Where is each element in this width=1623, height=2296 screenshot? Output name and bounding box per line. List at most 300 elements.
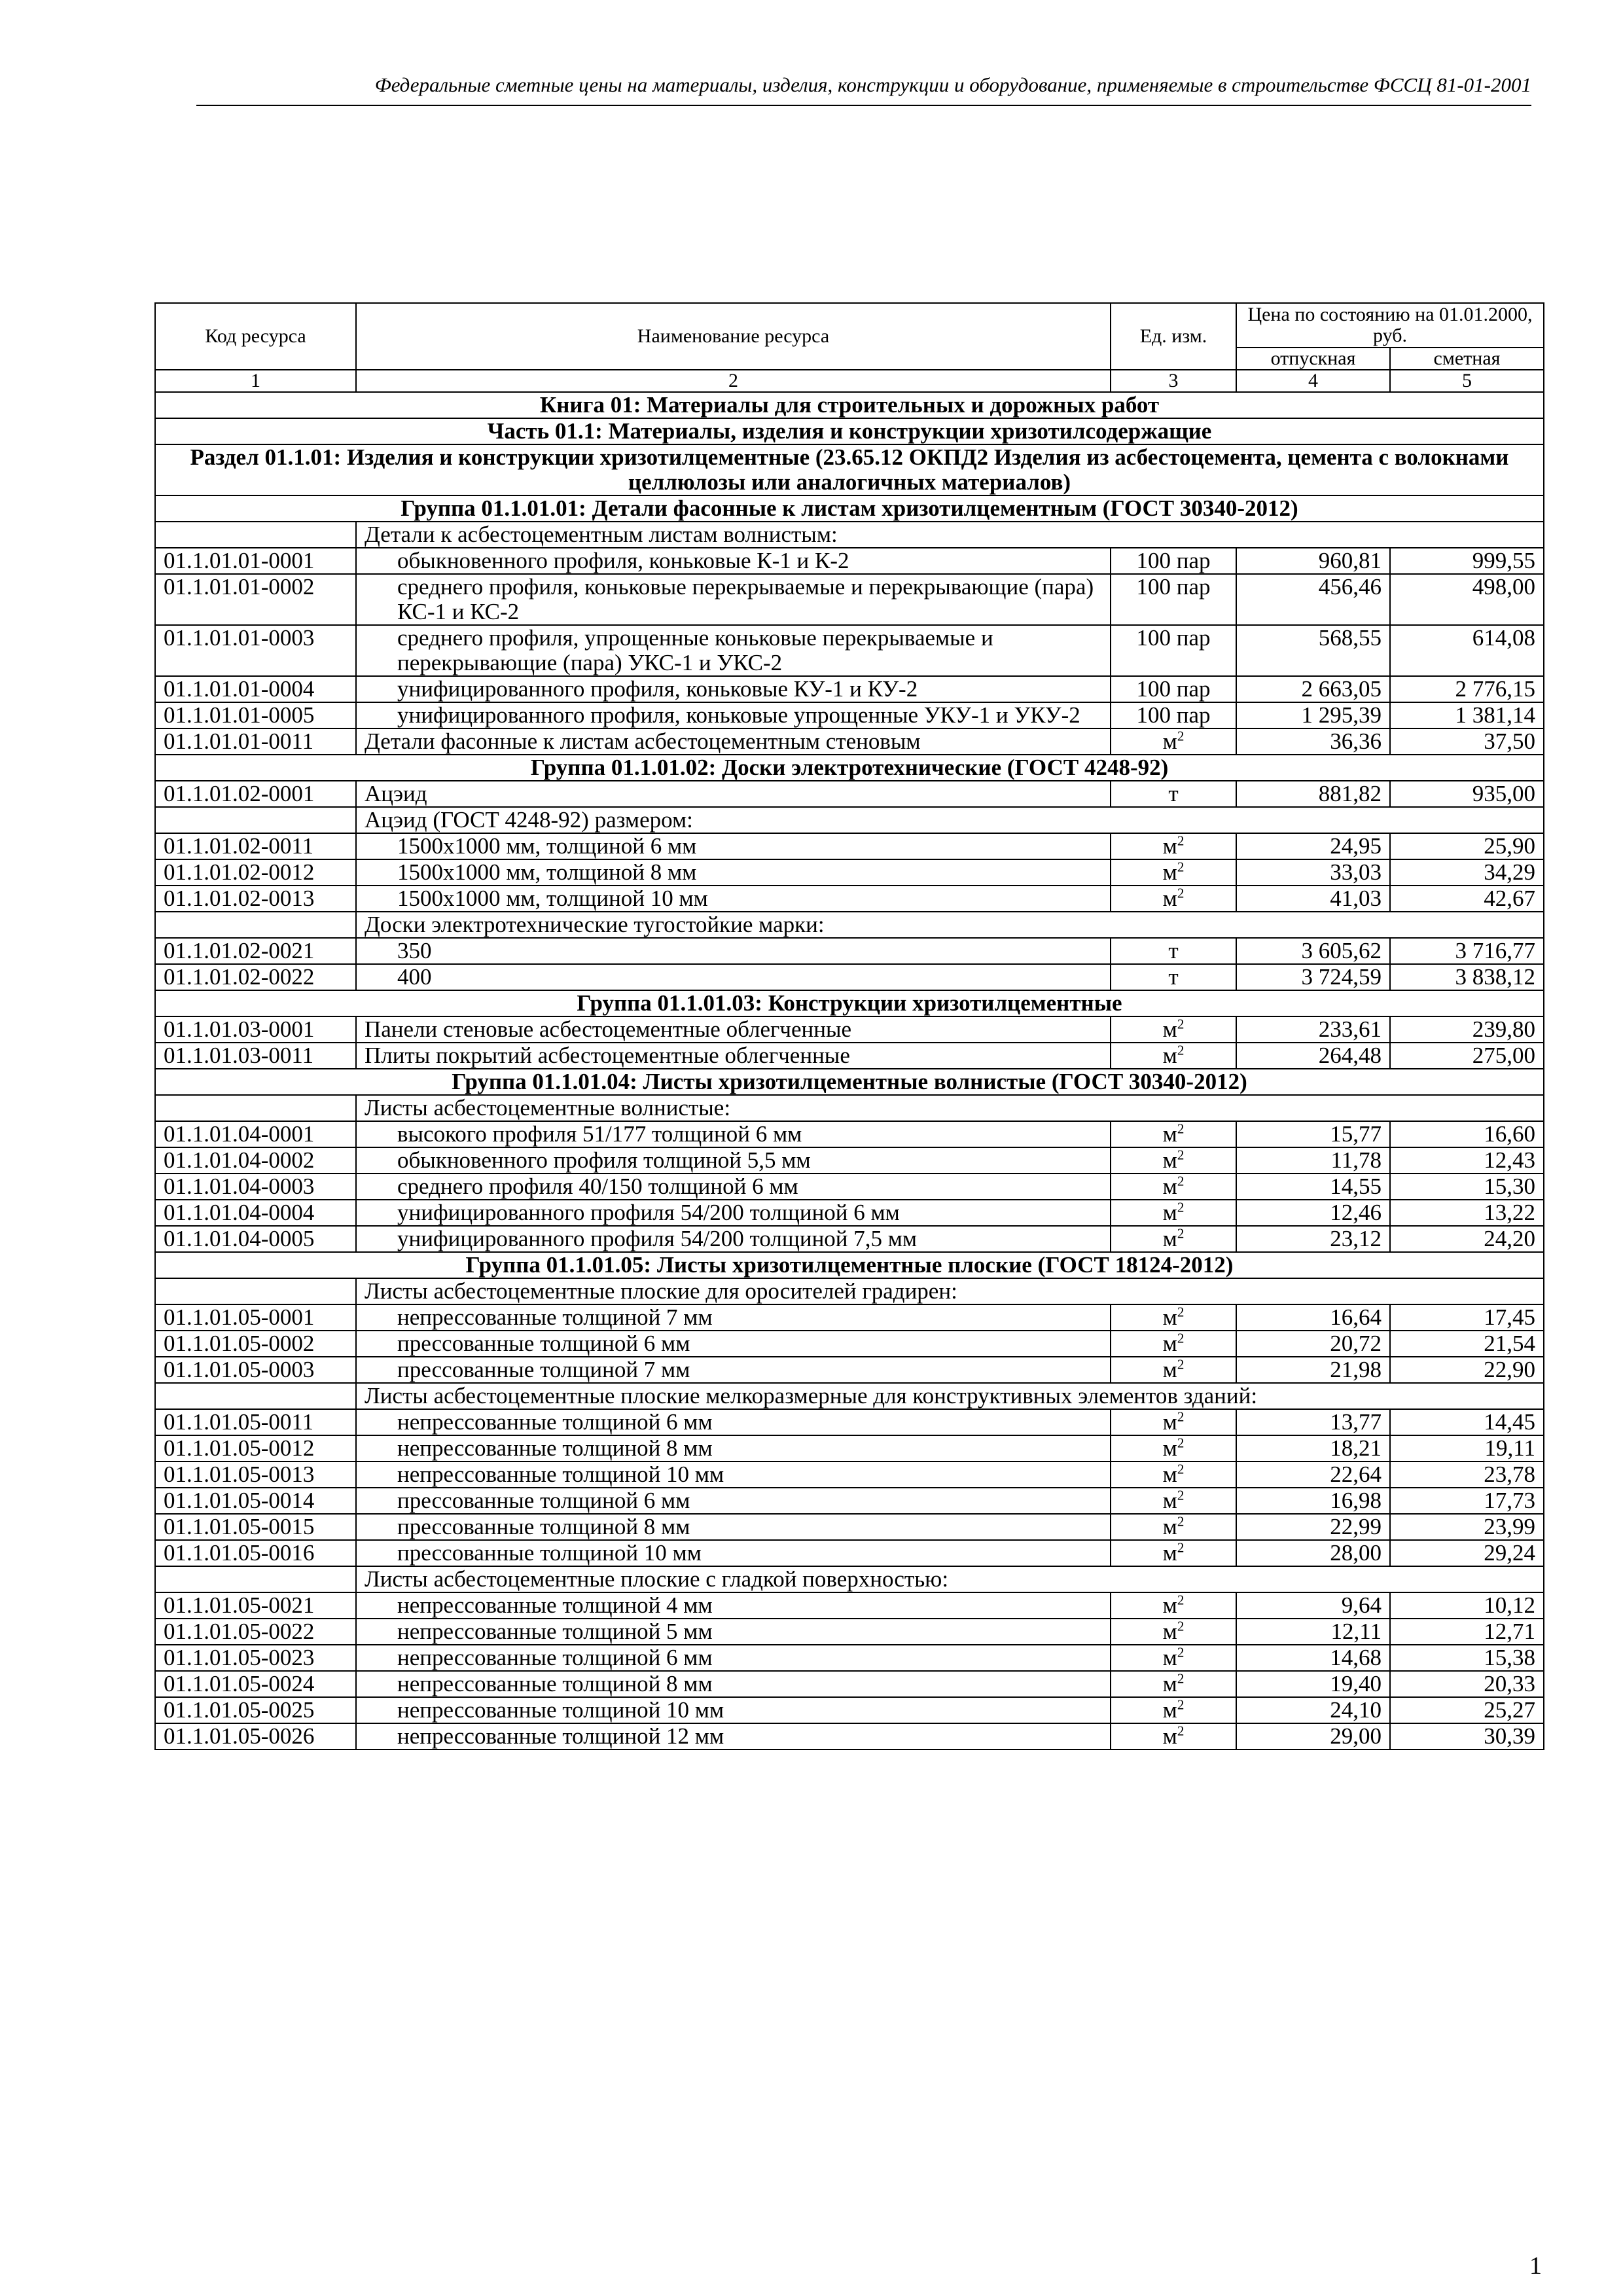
release-price: 16,64: [1236, 1304, 1390, 1331]
resource-code: [155, 1278, 356, 1304]
unit-cell: [1111, 1043, 1236, 1069]
unit-label: м: [1162, 1671, 1177, 1696]
release-price: 568,55: [1236, 625, 1390, 676]
resource-name: среднего профиля 40/150 толщиной 6 мм: [356, 1174, 1111, 1200]
table-row: [155, 781, 1544, 807]
unit-label: м: [1162, 833, 1177, 859]
resource-code: 01.1.01.05-0012: [155, 1435, 356, 1462]
release-price: 18,21: [1236, 1435, 1390, 1462]
resource-name: среднего профиля, коньковые перекрываемые и перекрывающие (пара) КС-1 и КС-2: [356, 574, 1111, 625]
unit-exponent: 2: [1177, 1304, 1185, 1320]
resource-name: непрессованные толщиной 10 мм: [356, 1697, 1111, 1723]
unit-label: 100 пар: [1136, 574, 1211, 600]
estimate-price: 21,54: [1390, 1331, 1544, 1357]
release-price: 13,77: [1236, 1409, 1390, 1435]
release-price: 456,46: [1236, 574, 1390, 625]
table-row: [155, 1174, 1544, 1200]
estimate-price: 15,38: [1390, 1645, 1544, 1671]
resource-code: [155, 1095, 356, 1121]
release-price: 22,99: [1236, 1514, 1390, 1540]
estimate-price: 999,55: [1390, 548, 1544, 574]
book-title: Книга 01: Материалы для строительных и дорожных работ: [155, 392, 1544, 418]
unit-exponent: 2: [1177, 1723, 1185, 1739]
unit-exponent: 2: [1177, 1670, 1185, 1687]
header-col-number: 3: [1111, 370, 1236, 392]
unit-label: м: [1162, 1514, 1177, 1539]
table-row: [155, 1514, 1544, 1540]
unit-cell: [1111, 625, 1236, 676]
resource-code: 01.1.01.05-0021: [155, 1592, 356, 1619]
table-header: [155, 303, 1544, 392]
group-title: Группа 01.1.01.03: Конструкции хризотилцементные: [155, 990, 1544, 1016]
release-price: 1 295,39: [1236, 702, 1390, 728]
estimate-price: 25,90: [1390, 833, 1544, 859]
table-row: [155, 1357, 1544, 1383]
page-number: 1: [1529, 2252, 1542, 2280]
unit-cell: [1111, 1016, 1236, 1043]
resource-code: 01.1.01.02-0011: [155, 833, 356, 859]
resource-name: Детали фасонные к листам асбестоцементным стеновым: [356, 728, 1111, 755]
resource-name: высокого профиля 51/177 толщиной 6 мм: [356, 1121, 1111, 1147]
resource-code: 01.1.01.02-0012: [155, 859, 356, 886]
unit-exponent: 2: [1177, 1121, 1185, 1137]
unit-label: м: [1162, 1488, 1177, 1513]
unit-cell: [1111, 1409, 1236, 1435]
estimate-price: 24,20: [1390, 1226, 1544, 1252]
unit-exponent: 2: [1177, 1435, 1185, 1451]
subheading-row: [155, 1278, 1544, 1304]
table-row: [155, 833, 1544, 859]
resource-code: 01.1.01.05-0003: [155, 1357, 356, 1383]
release-price: 23,12: [1236, 1226, 1390, 1252]
resource-code: [155, 522, 356, 548]
release-price: 36,36: [1236, 728, 1390, 755]
unit-exponent: 2: [1177, 1173, 1185, 1189]
resource-name: прессованные толщиной 7 мм: [356, 1357, 1111, 1383]
header-rule: [196, 105, 1531, 106]
header-code: Код ресурса: [155, 303, 356, 370]
table-row: [155, 1304, 1544, 1331]
resource-code: 01.1.01.01-0004: [155, 676, 356, 702]
table-row: [155, 886, 1544, 912]
running-header: Федеральные сметные цены на материалы, изделия, конструкции и оборудование, применяемые в строительстве ФССЦ 81-01-2001: [374, 73, 1531, 96]
unit-label: м: [1162, 859, 1177, 885]
resource-code: 01.1.01.04-0002: [155, 1147, 356, 1174]
header-name: Наименование ресурса: [356, 303, 1111, 370]
estimate-price: 25,27: [1390, 1697, 1544, 1723]
unit-cell: [1111, 1488, 1236, 1514]
resource-code: 01.1.01.05-0011: [155, 1409, 356, 1435]
release-price: 24,95: [1236, 833, 1390, 859]
table-row: [155, 938, 1544, 964]
unit-cell: [1111, 1357, 1236, 1383]
unit-cell: [1111, 1697, 1236, 1723]
unit-cell: [1111, 1435, 1236, 1462]
unit-cell: [1111, 574, 1236, 625]
unit-cell: [1111, 548, 1236, 574]
subheading-row: [155, 912, 1544, 938]
resource-name: унифицированного профиля 54/200 толщиной 6 мм: [356, 1200, 1111, 1226]
resource-name: прессованные толщиной 8 мм: [356, 1514, 1111, 1540]
estimate-price: 17,45: [1390, 1304, 1544, 1331]
unit-cell: [1111, 1331, 1236, 1357]
group-title-row: [155, 755, 1544, 781]
table-row: [155, 1697, 1544, 1723]
estimate-price: 239,80: [1390, 1016, 1544, 1043]
unit-exponent: 2: [1177, 1644, 1185, 1660]
estimate-price: 15,30: [1390, 1174, 1544, 1200]
unit-label: м: [1162, 1592, 1177, 1618]
unit-cell: [1111, 886, 1236, 912]
unit-exponent: 2: [1177, 1147, 1185, 1163]
unit-exponent: 2: [1177, 859, 1185, 875]
resource-code: 01.1.01.05-0001: [155, 1304, 356, 1331]
subheading-name: Детали к асбестоцементным листам волнистым:: [356, 522, 1544, 548]
resource-code: 01.1.01.04-0005: [155, 1226, 356, 1252]
unit-cell: [1111, 1174, 1236, 1200]
release-price: 14,55: [1236, 1174, 1390, 1200]
header-col-number: 1: [155, 370, 356, 392]
price-table: [154, 302, 1544, 1750]
release-price: 264,48: [1236, 1043, 1390, 1069]
resource-name: прессованные толщиной 10 мм: [356, 1540, 1111, 1566]
resource-code: 01.1.01.05-0013: [155, 1462, 356, 1488]
resource-code: 01.1.01.05-0025: [155, 1697, 356, 1723]
unit-cell: [1111, 964, 1236, 990]
subheading-name: Листы асбестоцементные плоские мелкоразмерные для конструктивных элементов зданий:: [356, 1383, 1544, 1409]
resource-code: 01.1.01.04-0001: [155, 1121, 356, 1147]
group-title-row: [155, 1069, 1544, 1095]
unit-label: 100 пар: [1136, 702, 1211, 728]
unit-cell: [1111, 1671, 1236, 1697]
unit-cell: [1111, 702, 1236, 728]
release-price: 960,81: [1236, 548, 1390, 574]
resource-code: 01.1.01.03-0001: [155, 1016, 356, 1043]
release-price: 28,00: [1236, 1540, 1390, 1566]
unit-exponent: 2: [1177, 1618, 1185, 1634]
resource-code: 01.1.01.02-0021: [155, 938, 356, 964]
estimate-price: 23,78: [1390, 1462, 1544, 1488]
table-row: [155, 574, 1544, 625]
unit-exponent: 2: [1177, 1408, 1185, 1425]
table-row: [155, 1723, 1544, 1749]
resource-code: [155, 912, 356, 938]
resource-name: непрессованные толщиной 8 мм: [356, 1435, 1111, 1462]
unit-label: м: [1162, 1226, 1177, 1251]
group-title: Группа 01.1.01.05: Листы хризотилцементные плоские (ГОСТ 18124-2012): [155, 1252, 1544, 1278]
table-row: [155, 964, 1544, 990]
release-price: 3 605,62: [1236, 938, 1390, 964]
unit-exponent: 2: [1177, 1016, 1185, 1032]
unit-exponent: 2: [1177, 833, 1185, 849]
release-price: 14,68: [1236, 1645, 1390, 1671]
release-price: 3 724,59: [1236, 964, 1390, 990]
header-col-number: 5: [1390, 370, 1544, 392]
release-price: 881,82: [1236, 781, 1390, 807]
resource-code: 01.1.01.04-0003: [155, 1174, 356, 1200]
estimate-price: 37,50: [1390, 728, 1544, 755]
resource-code: 01.1.01.05-0023: [155, 1645, 356, 1671]
estimate-price: 19,11: [1390, 1435, 1544, 1462]
resource-name: Ацэид: [356, 781, 1111, 807]
estimate-price: 3 838,12: [1390, 964, 1544, 990]
unit-label: м: [1162, 728, 1177, 754]
estimate-price: 3 716,77: [1390, 938, 1544, 964]
table-row: [155, 1331, 1544, 1357]
resource-name: Плиты покрытий асбестоцементные облегченные: [356, 1043, 1111, 1069]
resource-name: 1500x1000 мм, толщиной 10 мм: [356, 886, 1111, 912]
resource-name: прессованные толщиной 6 мм: [356, 1488, 1111, 1514]
table-row: [155, 702, 1544, 728]
table-row: [155, 1043, 1544, 1069]
subheading-name: Доски электротехнические тугостойкие марки:: [356, 912, 1544, 938]
unit-label: 100 пар: [1136, 548, 1211, 573]
estimate-price: 614,08: [1390, 625, 1544, 676]
release-price: 9,64: [1236, 1592, 1390, 1619]
header-estimate-price: сметная: [1390, 348, 1544, 370]
resource-name: непрессованные толщиной 8 мм: [356, 1671, 1111, 1697]
resource-code: [155, 807, 356, 833]
unit-label: м: [1162, 1409, 1177, 1435]
unit-cell: [1111, 833, 1236, 859]
subheading-name: Листы асбестоцементные плоские с гладкой поверхностью:: [356, 1566, 1544, 1592]
table-row: [155, 676, 1544, 702]
resource-code: 01.1.01.03-0011: [155, 1043, 356, 1069]
estimate-price: 10,12: [1390, 1592, 1544, 1619]
unit-cell: [1111, 1226, 1236, 1252]
unit-cell: [1111, 1723, 1236, 1749]
part-title-row: [155, 418, 1544, 444]
estimate-price: 23,99: [1390, 1514, 1544, 1540]
section-title-row: [155, 444, 1544, 495]
unit-label: м: [1162, 1435, 1177, 1461]
unit-exponent: 2: [1177, 1199, 1185, 1215]
resource-name: 1500x1000 мм, толщиной 6 мм: [356, 833, 1111, 859]
unit-label: м: [1162, 1147, 1177, 1173]
resource-code: 01.1.01.05-0026: [155, 1723, 356, 1749]
resource-name: обыкновенного профиля толщиной 5,5 мм: [356, 1147, 1111, 1174]
resource-code: 01.1.01.01-0001: [155, 548, 356, 574]
table-body: [155, 392, 1544, 1749]
unit-label: т: [1168, 781, 1179, 806]
subheading-row: [155, 1095, 1544, 1121]
estimate-price: 275,00: [1390, 1043, 1544, 1069]
resource-name: непрессованные толщиной 4 мм: [356, 1592, 1111, 1619]
unit-exponent: 2: [1177, 1461, 1185, 1477]
table-row: [155, 1671, 1544, 1697]
unit-label: м: [1162, 1174, 1177, 1199]
unit-exponent: 2: [1177, 728, 1185, 744]
unit-label: т: [1168, 964, 1179, 990]
resource-code: 01.1.01.01-0005: [155, 702, 356, 728]
table-row: [155, 1462, 1544, 1488]
unit-cell: [1111, 1619, 1236, 1645]
subheading-name: Листы асбестоцементные волнистые:: [356, 1095, 1544, 1121]
table-row: [155, 1121, 1544, 1147]
unit-exponent: 2: [1177, 1225, 1185, 1242]
unit-cell: [1111, 781, 1236, 807]
table-row: [155, 1226, 1544, 1252]
unit-label: м: [1162, 886, 1177, 911]
release-price: 15,77: [1236, 1121, 1390, 1147]
table-row: [155, 1409, 1544, 1435]
unit-cell: [1111, 1462, 1236, 1488]
unit-label: м: [1162, 1723, 1177, 1749]
unit-label: м: [1162, 1645, 1177, 1670]
estimate-price: 2 776,15: [1390, 676, 1544, 702]
resource-name: непрессованные толщиной 10 мм: [356, 1462, 1111, 1488]
unit-exponent: 2: [1177, 1042, 1185, 1058]
unit-cell: [1111, 1200, 1236, 1226]
table-row: [155, 625, 1544, 676]
release-price: 2 663,05: [1236, 676, 1390, 702]
table-row: [155, 1540, 1544, 1566]
unit-exponent: 2: [1177, 885, 1185, 901]
table-row: [155, 728, 1544, 755]
estimate-price: 13,22: [1390, 1200, 1544, 1226]
table-row: [155, 1619, 1544, 1645]
estimate-price: 935,00: [1390, 781, 1544, 807]
unit-label: м: [1162, 1200, 1177, 1225]
unit-exponent: 2: [1177, 1356, 1185, 1372]
resource-name: унифицированного профиля 54/200 толщиной 7,5 мм: [356, 1226, 1111, 1252]
resource-code: 01.1.01.05-0014: [155, 1488, 356, 1514]
header-col-number: 2: [356, 370, 1111, 392]
release-price: 233,61: [1236, 1016, 1390, 1043]
resource-code: 01.1.01.05-0015: [155, 1514, 356, 1540]
estimate-price: 17,73: [1390, 1488, 1544, 1514]
estimate-price: 16,60: [1390, 1121, 1544, 1147]
table-row: [155, 1488, 1544, 1514]
estimate-price: 12,43: [1390, 1147, 1544, 1174]
unit-cell: [1111, 938, 1236, 964]
resource-name: непрессованные толщиной 6 мм: [356, 1409, 1111, 1435]
table-row: [155, 1435, 1544, 1462]
resource-name: унифицированного профиля, коньковые КУ-1 и КУ-2: [356, 676, 1111, 702]
resource-name: Панели стеновые асбестоцементные облегченные: [356, 1016, 1111, 1043]
table-row: [155, 548, 1544, 574]
unit-cell: [1111, 1645, 1236, 1671]
group-title-row: [155, 495, 1544, 522]
subheading-name: Ацэид (ГОСТ 4248-92) размером:: [356, 807, 1544, 833]
resource-code: 01.1.01.02-0013: [155, 886, 356, 912]
resource-code: 01.1.01.05-0016: [155, 1540, 356, 1566]
estimate-price: 30,39: [1390, 1723, 1544, 1749]
header-unit: Ед. изм.: [1111, 303, 1236, 370]
group-title: Группа 01.1.01.01: Детали фасонные к листам хризотилцементным (ГОСТ 30340-2012): [155, 495, 1544, 522]
estimate-price: 498,00: [1390, 574, 1544, 625]
resource-name: 1500x1000 мм, толщиной 8 мм: [356, 859, 1111, 886]
estimate-price: 42,67: [1390, 886, 1544, 912]
section-title: Раздел 01.1.01: Изделия и конструкции хризотилцементные (23.65.12 ОКПД2 Изделия из асбестоцемента, цемента с волокнами целлюлозы или аналогичных материалов): [155, 444, 1544, 495]
header-col-number: 4: [1236, 370, 1390, 392]
group-title-row: [155, 1252, 1544, 1278]
unit-label: м: [1162, 1121, 1177, 1147]
table-row: [155, 859, 1544, 886]
release-price: 21,98: [1236, 1357, 1390, 1383]
unit-exponent: 2: [1177, 1696, 1185, 1713]
unit-label: м: [1162, 1619, 1177, 1644]
unit-label: м: [1162, 1043, 1177, 1068]
estimate-price: 34,29: [1390, 859, 1544, 886]
unit-cell: [1111, 728, 1236, 755]
unit-exponent: 2: [1177, 1592, 1185, 1608]
release-price: 33,03: [1236, 859, 1390, 886]
unit-label: м: [1162, 1540, 1177, 1566]
unit-label: м: [1162, 1697, 1177, 1723]
estimate-price: 22,90: [1390, 1357, 1544, 1383]
table-row: [155, 1147, 1544, 1174]
resource-code: 01.1.01.02-0022: [155, 964, 356, 990]
release-price: 12,11: [1236, 1619, 1390, 1645]
unit-label: м: [1162, 1304, 1177, 1330]
subheading-row: [155, 1383, 1544, 1409]
unit-label: м: [1162, 1016, 1177, 1042]
resource-name: прессованные толщиной 6 мм: [356, 1331, 1111, 1357]
resource-name: 350: [356, 938, 1111, 964]
estimate-price: 29,24: [1390, 1540, 1544, 1566]
group-title-row: [155, 990, 1544, 1016]
part-title: Часть 01.1: Материалы, изделия и конструкции хризотилсодержащие: [155, 418, 1544, 444]
unit-label: м: [1162, 1357, 1177, 1382]
unit-label: 100 пар: [1136, 625, 1211, 651]
unit-label: т: [1168, 938, 1179, 963]
unit-cell: [1111, 1514, 1236, 1540]
group-title: Группа 01.1.01.04: Листы хризотилцементные волнистые (ГОСТ 30340-2012): [155, 1069, 1544, 1095]
table-row: [155, 1645, 1544, 1671]
resource-code: [155, 1566, 356, 1592]
header-price-group: Цена по состоянию на 01.01.2000, руб.: [1236, 303, 1544, 348]
table-row: [155, 1592, 1544, 1619]
resource-code: 01.1.01.02-0001: [155, 781, 356, 807]
resource-code: 01.1.01.05-0022: [155, 1619, 356, 1645]
estimate-price: 12,71: [1390, 1619, 1544, 1645]
release-price: 24,10: [1236, 1697, 1390, 1723]
release-price: 16,98: [1236, 1488, 1390, 1514]
resource-name: непрессованные толщиной 12 мм: [356, 1723, 1111, 1749]
unit-cell: [1111, 1592, 1236, 1619]
estimate-price: 1 381,14: [1390, 702, 1544, 728]
estimate-price: 20,33: [1390, 1671, 1544, 1697]
release-price: 22,64: [1236, 1462, 1390, 1488]
estimate-price: 14,45: [1390, 1409, 1544, 1435]
header-release-price: отпускная: [1236, 348, 1390, 370]
resource-name: обыкновенного профиля, коньковые К-1 и К-2: [356, 548, 1111, 574]
release-price: 11,78: [1236, 1147, 1390, 1174]
unit-cell: [1111, 1304, 1236, 1331]
resource-code: 01.1.01.01-0011: [155, 728, 356, 755]
resource-name: непрессованные толщиной 7 мм: [356, 1304, 1111, 1331]
subheading-row: [155, 522, 1544, 548]
subheading-row: [155, 807, 1544, 833]
resource-name: унифицированного профиля, коньковые упрощенные УКУ-1 и УКУ-2: [356, 702, 1111, 728]
unit-exponent: 2: [1177, 1330, 1185, 1346]
resource-code: [155, 1383, 356, 1409]
resource-name: среднего профиля, упрощенные коньковые перекрываемые и перекрывающие (пара) УКС-1 и УКС-2: [356, 625, 1111, 676]
table-row: [155, 1016, 1544, 1043]
table-row: [155, 1200, 1544, 1226]
unit-exponent: 2: [1177, 1539, 1185, 1556]
group-title: Группа 01.1.01.02: Доски электротехнические (ГОСТ 4248-92): [155, 755, 1544, 781]
resource-name: непрессованные толщиной 6 мм: [356, 1645, 1111, 1671]
unit-label: м: [1162, 1331, 1177, 1356]
resource-code: 01.1.01.05-0002: [155, 1331, 356, 1357]
unit-label: 100 пар: [1136, 676, 1211, 702]
release-price: 19,40: [1236, 1671, 1390, 1697]
unit-exponent: 2: [1177, 1513, 1185, 1530]
release-price: 12,46: [1236, 1200, 1390, 1226]
subheading-row: [155, 1566, 1544, 1592]
